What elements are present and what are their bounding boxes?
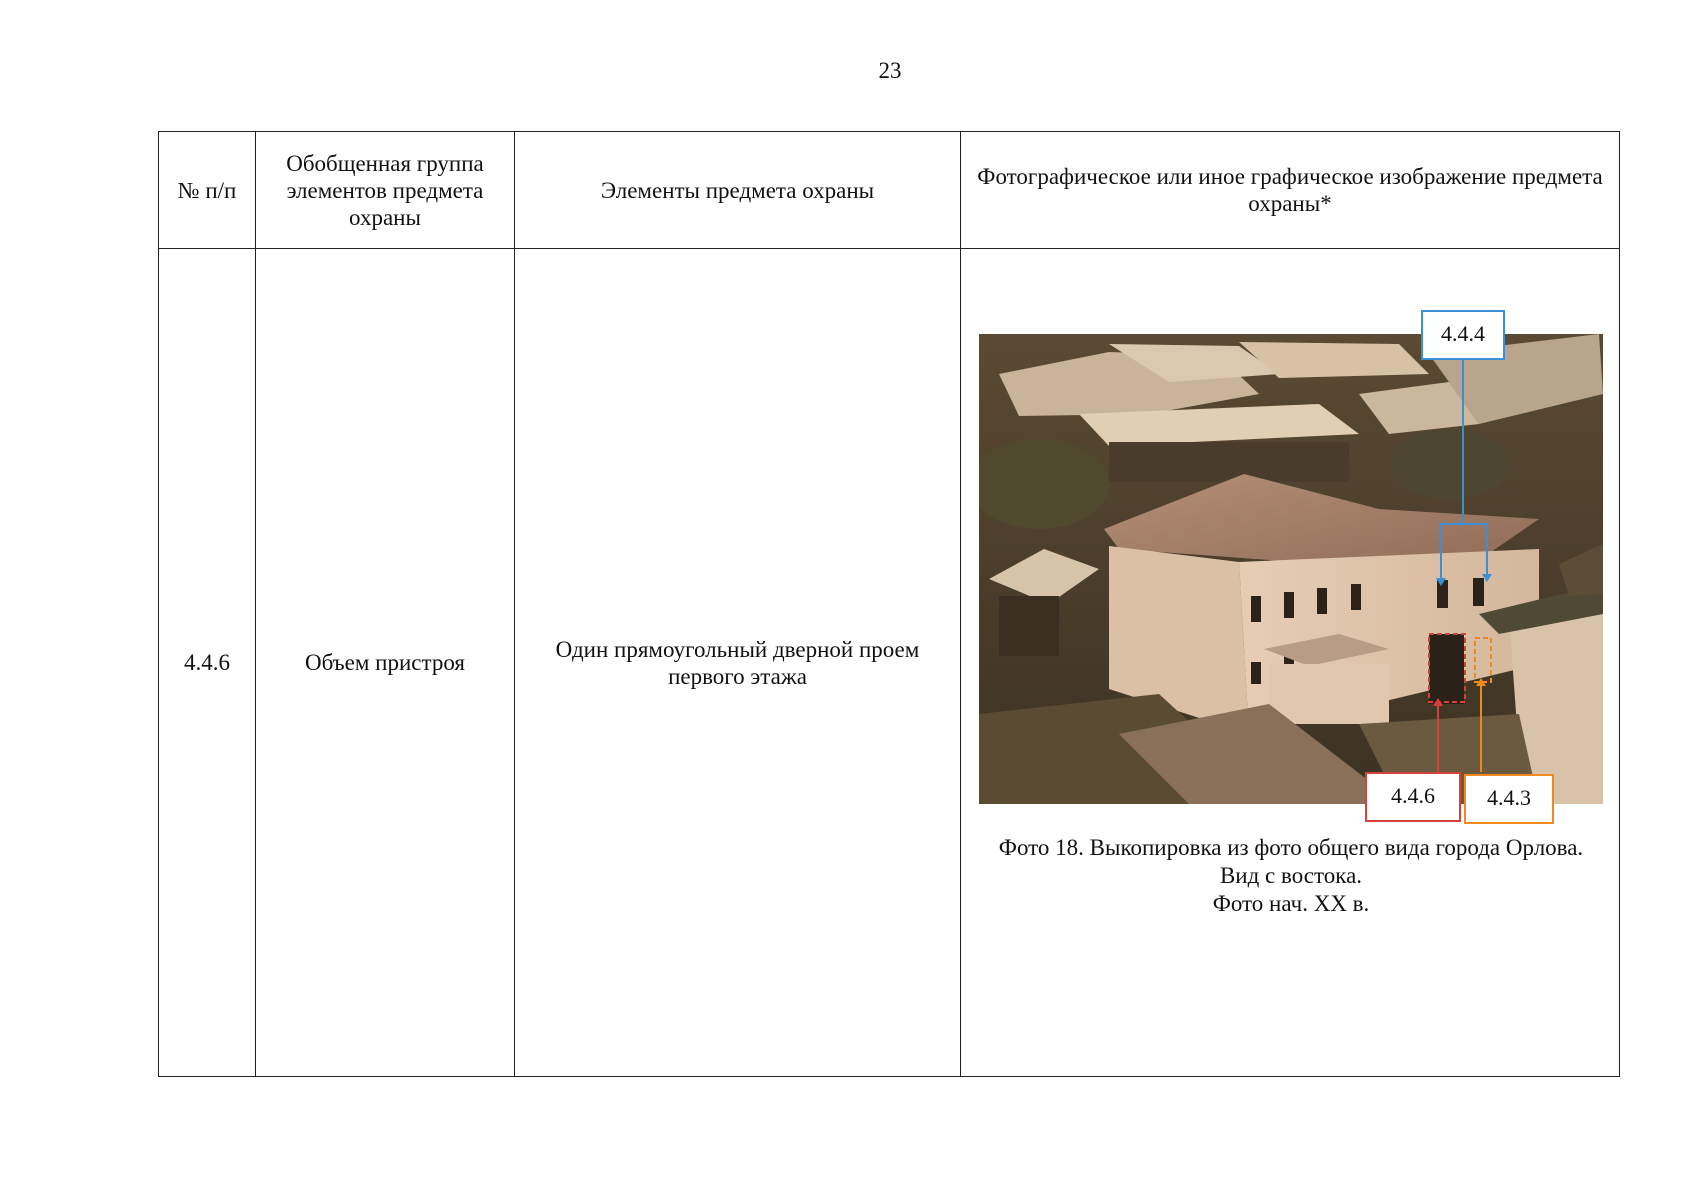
historic-building-photo [979,334,1603,804]
cell-image [961,249,1620,1077]
cell-group: Объем пристроя [256,249,515,1077]
header-group: Обобщенная группа элементов предмета охраны [256,132,515,249]
header-num: № п/п [159,132,256,249]
caption-line-3: Фото нач. XX в. [1212,891,1370,916]
annotated-photo [979,321,1603,810]
cell-num: 4.4.6 [159,249,256,1077]
photo-caption [961,834,1621,918]
table-header-row [159,132,1620,249]
caption-line-1: Фото 18. Выкопировка из фото общего вида города Орлова. [998,835,1584,860]
label-4-4-4: 4.4.4 [1421,310,1505,360]
page-number: 23 [878,58,902,83]
cell-elements: Один прямоугольный дверной проем первого этажа [515,249,961,1077]
header-image: Фотографическое или иное графическое изображение предмета охраны* [961,132,1620,249]
caption-line-2: Вид с востока. [1219,863,1363,888]
header-elements: Элементы предмета охраны [515,132,961,249]
protection-table [158,131,1620,1077]
label-4-4-6: 4.4.6 [1365,772,1461,822]
label-4-4-3: 4.4.3 [1464,774,1554,824]
table-row [159,249,1620,1077]
